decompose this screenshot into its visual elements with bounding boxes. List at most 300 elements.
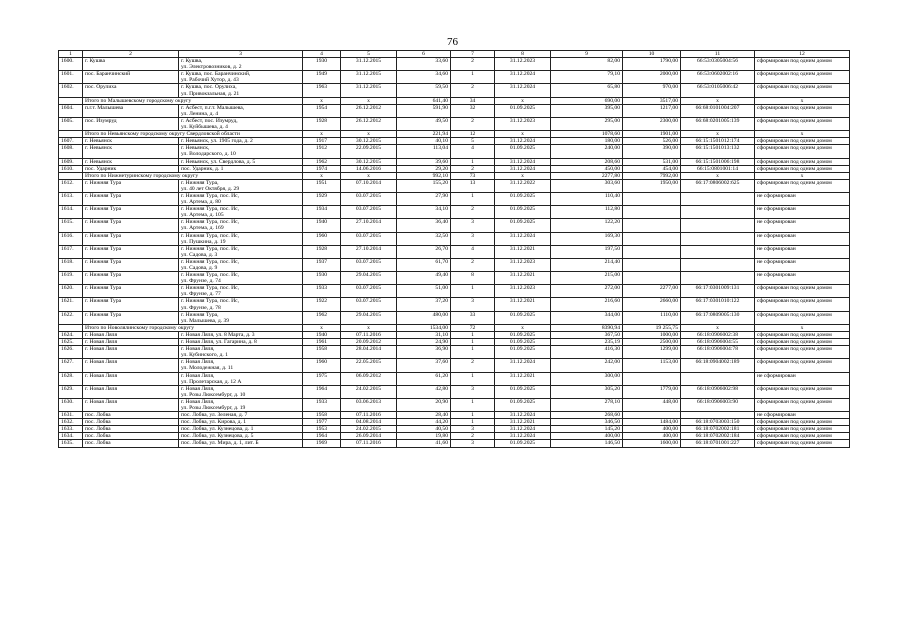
table-cell-col-8: 31.12.2024 bbox=[495, 426, 551, 433]
table-cell-col-3: г. Асбест, п.г.т. Малышева, ул. Ленина, д. 4 bbox=[179, 104, 303, 117]
table-cell-col-12: сформирован под одним домом bbox=[755, 433, 850, 440]
table-cell-col-9: 295,00 bbox=[551, 117, 623, 130]
table-row bbox=[59, 117, 850, 130]
subtotal-cell: x bbox=[303, 131, 341, 138]
subtotal-cell: 1534,00 bbox=[397, 324, 451, 331]
table-cell-col-10: 2660,00 bbox=[623, 298, 681, 311]
table-row bbox=[59, 158, 850, 165]
table-cell-col-8: 01.09.2025 bbox=[495, 440, 551, 447]
table-cell-col-2: г. Невьянск bbox=[83, 145, 179, 158]
table-cell-col-10 bbox=[623, 372, 681, 385]
table-cell-col-10: 1110,00 bbox=[623, 311, 681, 324]
table-cell-col-1: 1630. bbox=[59, 398, 83, 411]
table-cell-col-8: 31.12.2021 bbox=[495, 372, 551, 385]
table-cell-col-11 bbox=[681, 272, 755, 285]
table-cell-col-5: 31.12.2015 bbox=[341, 84, 397, 97]
table-cell-col-3: г. Кушва, пос. Орулиха, ул. Привокзальная, д. 21 bbox=[179, 84, 303, 97]
table-cell-col-1: 1624. bbox=[59, 331, 83, 338]
table-cell-col-5: 27.10.2014 bbox=[341, 219, 397, 232]
table-cell-col-4: 1969 bbox=[303, 440, 341, 447]
table-cell-col-6: 36,40 bbox=[397, 219, 451, 232]
subtotal-cell: 34 bbox=[451, 97, 495, 104]
table-cell-col-5: 03.07.2015 bbox=[341, 298, 397, 311]
table-row bbox=[59, 272, 850, 285]
table-cell-col-3: г. Невьянск, ул. Володарского, д. 10 bbox=[179, 145, 303, 158]
table-cell-col-4: 1934 bbox=[303, 206, 341, 219]
table-cell-col-3: г. Новая Ляля, ул. Розы Люксембург, д. 19 bbox=[179, 398, 303, 411]
subtotal-cell: 12 bbox=[451, 131, 495, 138]
table-cell-col-7: 3 bbox=[451, 440, 495, 447]
table-cell-col-1: 1605. bbox=[59, 117, 83, 130]
table-cell-col-9: 215,00 bbox=[551, 272, 623, 285]
table-cell-col-7: 1 bbox=[451, 372, 495, 385]
table-row bbox=[59, 71, 850, 84]
table-cell-col-12: сформирован под одним домом bbox=[755, 440, 850, 447]
subtotal-cell: x bbox=[681, 324, 755, 331]
table-cell-col-9: 268,60 bbox=[551, 412, 623, 419]
table-cell-col-10: 400,00 bbox=[623, 426, 681, 433]
table-cell-col-12: сформирован под одним домом bbox=[755, 84, 850, 97]
table-cell-col-4: 1954 bbox=[303, 104, 341, 117]
table-cell-col-6: 155,20 bbox=[397, 179, 451, 192]
table-cell-col-7: 1 bbox=[451, 331, 495, 338]
page-number: 76 bbox=[447, 36, 458, 48]
table-cell-col-4: 1940 bbox=[303, 219, 341, 232]
table-cell-col-5: 03.07.2015 bbox=[341, 232, 397, 245]
table-cell-col-11: 66:18:0701001:227 bbox=[681, 440, 755, 447]
table-cell-col-5: 30.12.2015 bbox=[341, 138, 397, 145]
table-cell-col-4: 1975 bbox=[303, 372, 341, 385]
table-cell-col-11: 66:17:0301009:131 bbox=[681, 285, 755, 298]
subtotal-cell: 992,10 bbox=[397, 172, 451, 179]
table-cell-col-1: 1631. bbox=[59, 412, 83, 419]
table-cell-col-12: сформирован под одним домом bbox=[755, 298, 850, 311]
table-cell-col-2: г. Новая Ляля bbox=[83, 339, 179, 346]
table-cell-col-5: 30.12.2015 bbox=[341, 158, 397, 165]
table-cell-col-2: г. Нижняя Тура bbox=[83, 232, 179, 245]
table-cell-col-9: 303,60 bbox=[551, 179, 623, 192]
subtotal-cell: x bbox=[495, 97, 551, 104]
table-cell-col-3: г. Нижняя Тура, пос. Ис, ул. Садова, д. 3 bbox=[179, 245, 303, 258]
table-cell-col-3: пос. Лобва, ул. Зеленая, д. 7 bbox=[179, 412, 303, 419]
table-cell-col-2: пос. Лобва bbox=[83, 412, 179, 419]
table-cell-col-10: 1484,00 bbox=[623, 419, 681, 426]
table-cell-col-6: 29,20 bbox=[397, 165, 451, 172]
table-cell-col-3: г. Асбест, пос. Изумруд, ул. Куйбышева, д. 4 bbox=[179, 117, 303, 130]
table-cell-col-2: г. Новая Ляля bbox=[83, 398, 179, 411]
column-number-5: 5 bbox=[341, 51, 397, 58]
table-cell-col-3: г. Нижняя Тура, пос. Ис, ул. Артема, д. 105 bbox=[179, 206, 303, 219]
table-cell-col-1: 1628. bbox=[59, 372, 83, 385]
table-cell-col-2: г. Нижняя Тура bbox=[83, 298, 179, 311]
table-row bbox=[59, 84, 850, 97]
table-cell-col-9: 235,19 bbox=[551, 339, 623, 346]
table-cell-col-5: 03.06.2013 bbox=[341, 398, 397, 411]
table-cell-col-3: г. Нижняя Тура, пос. Ис, ул. Артема, д. 80 bbox=[179, 192, 303, 205]
table-cell-col-5: 24.02.2015 bbox=[341, 426, 397, 433]
table-cell-col-10: 1299,00 bbox=[623, 346, 681, 359]
table-cell-col-10 bbox=[623, 272, 681, 285]
table-cell-col-8: 31.12.2023 bbox=[495, 117, 551, 130]
subtotal-cell: 19 255,75 bbox=[623, 324, 681, 331]
table-cell-col-6: 61,70 bbox=[397, 258, 451, 271]
table-cell-col-11 bbox=[681, 245, 755, 258]
table-cell-col-8: 01.09.2025 bbox=[495, 206, 551, 219]
table-cell-col-3: г. Нижняя Тура, пос. Ис, ул. Фрунзе, д. 77 bbox=[179, 285, 303, 298]
table-cell-col-11: 66:18:0702002:184 bbox=[681, 433, 755, 440]
table-row bbox=[59, 339, 850, 346]
table-cell-col-6: 59,50 bbox=[397, 84, 451, 97]
table-cell-col-9: 344,00 bbox=[551, 311, 623, 324]
subtotal-cell: x bbox=[755, 172, 850, 179]
table-cell-col-3: г. Нижняя Тура, пос. Ис, ул. Пушкина, д. 19 bbox=[179, 232, 303, 245]
column-number-3: 3 bbox=[179, 51, 303, 58]
table-cell-col-6: 49,50 bbox=[397, 117, 451, 130]
table-row bbox=[59, 179, 850, 192]
table-cell-col-2: г. Новая Ляля bbox=[83, 359, 179, 372]
table-cell-col-6: 40,50 bbox=[397, 426, 451, 433]
subtotal-cell: x bbox=[495, 172, 551, 179]
table-cell-col-1: 1620. bbox=[59, 285, 83, 298]
table-cell-col-9: 450,00 bbox=[551, 165, 623, 172]
table-cell-col-4: 1958 bbox=[303, 412, 341, 419]
table-cell-col-11: 66:17:0809005:130 bbox=[681, 311, 755, 324]
table-cell-col-2: г. Невьянск bbox=[83, 158, 179, 165]
table-cell-col-10 bbox=[623, 219, 681, 232]
table-cell-col-9: 79,10 bbox=[551, 71, 623, 84]
table-cell-col-8: 31.12.2023 bbox=[495, 258, 551, 271]
table-cell-col-12: не сформирован bbox=[755, 258, 850, 271]
table-cell-col-4: 1933 bbox=[303, 398, 341, 411]
table-cell-col-3: г. Нижняя Тура, пос. Ис, ул. Артема, д. 169 bbox=[179, 219, 303, 232]
table-cell-col-9: 112,80 bbox=[551, 206, 623, 219]
table-cell-col-4: 1928 bbox=[303, 117, 341, 130]
table-cell-col-1: 1612. bbox=[59, 179, 83, 192]
subtotal-cell: 641,40 bbox=[397, 97, 451, 104]
table-cell-col-4: 1912 bbox=[303, 145, 341, 158]
table-cell-col-1: 1614. bbox=[59, 206, 83, 219]
table-cell-col-1: 1622. bbox=[59, 311, 83, 324]
table-cell-col-10: 1779,00 bbox=[623, 385, 681, 398]
table-cell-col-11: 66:18:0904002:189 bbox=[681, 359, 755, 372]
table-cell-col-5: 31.12.2015 bbox=[341, 58, 397, 71]
table-cell-col-6: 24,90 bbox=[397, 339, 451, 346]
table-cell-col-1: 1635. bbox=[59, 440, 83, 447]
table-cell-col-9: 82,00 bbox=[551, 58, 623, 71]
table-row bbox=[59, 245, 850, 258]
table-cell-col-7: 33 bbox=[451, 311, 495, 324]
table-cell-col-10: 526,00 bbox=[623, 138, 681, 145]
table-row bbox=[59, 145, 850, 158]
table-row bbox=[59, 165, 850, 172]
row-number-cell bbox=[59, 172, 83, 179]
table-cell-col-12: сформирован под одним домом bbox=[755, 385, 850, 398]
table-cell-col-12: сформирован под одним домом bbox=[755, 419, 850, 426]
column-number-12: 12 bbox=[755, 51, 850, 58]
table-cell-col-11 bbox=[681, 192, 755, 205]
table-cell-col-4: 1917 bbox=[303, 138, 341, 145]
table-cell-col-10: 448,00 bbox=[623, 398, 681, 411]
table-cell-col-10: 2277,00 bbox=[623, 285, 681, 298]
table-cell-col-7: 1 bbox=[451, 192, 495, 205]
table-row bbox=[59, 419, 850, 426]
table-cell-col-5: 26.09.2014 bbox=[341, 433, 397, 440]
table-cell-col-10 bbox=[623, 232, 681, 245]
table-cell-col-2: г. Нижняя Тура bbox=[83, 206, 179, 219]
table-cell-col-11 bbox=[681, 219, 755, 232]
table-cell-col-5: 29.04.2015 bbox=[341, 272, 397, 285]
table-cell-col-1: 1619. bbox=[59, 272, 83, 285]
table-cell-col-10: 390,00 bbox=[623, 145, 681, 158]
table-cell-col-6: 37,60 bbox=[397, 359, 451, 372]
table-cell-col-10: 1790,00 bbox=[623, 58, 681, 71]
table-cell-col-8: 31.12.2021 bbox=[495, 298, 551, 311]
table-cell-col-5: 20.09.2012 bbox=[341, 339, 397, 346]
table-cell-col-4: 1953 bbox=[303, 426, 341, 433]
table-cell-col-3: г. Нижняя Тура, ул. 40 лет Октября, д. 29 bbox=[179, 179, 303, 192]
table-cell-col-2: пос. Лобва bbox=[83, 419, 179, 426]
table-cell-col-3: г. Невьянск, ул. Свердлова, д. 5 bbox=[179, 158, 303, 165]
housing-register-table bbox=[58, 50, 850, 448]
table-cell-col-2: пос. Лобва bbox=[83, 440, 179, 447]
table-cell-col-6: 36,90 bbox=[397, 346, 451, 359]
table-cell-col-8: 31.12.2024 bbox=[495, 158, 551, 165]
subtotal-cell: x bbox=[681, 97, 755, 104]
table-cell-col-5: 03.07.2015 bbox=[341, 192, 397, 205]
table-cell-col-4: 1933 bbox=[303, 285, 341, 298]
table-cell-col-11: 66:18:0702002:181 bbox=[681, 426, 755, 433]
table-cell-col-9: 110,40 bbox=[551, 192, 623, 205]
table-cell-col-2: пос. Ударник bbox=[83, 165, 179, 172]
table-cell-col-2: г. Нижняя Тура bbox=[83, 258, 179, 271]
table-cell-col-7: 1 bbox=[451, 158, 495, 165]
table-row bbox=[59, 359, 850, 372]
table-cell-col-12: сформирован под одним домом bbox=[755, 339, 850, 346]
table-cell-col-2: пос. Лобва bbox=[83, 433, 179, 440]
table-cell-col-9: 240,00 bbox=[551, 145, 623, 158]
table-cell-col-5: 31.12.2015 bbox=[341, 71, 397, 84]
table-cell-col-9: 305,20 bbox=[551, 385, 623, 398]
table-cell-col-2: пос. Баранчинский bbox=[83, 71, 179, 84]
table-cell-col-2: г. Новая Ляля bbox=[83, 331, 179, 338]
table-cell-col-12: сформирован под одним домом bbox=[755, 138, 850, 145]
table-cell-col-12: сформирован под одним домом bbox=[755, 158, 850, 165]
table-cell-col-2: г. Нижняя Тура bbox=[83, 192, 179, 205]
table-cell-col-5: 24.02.2015 bbox=[341, 385, 397, 398]
table-cell-col-12: не сформирован bbox=[755, 272, 850, 285]
column-number-8: 8 bbox=[495, 51, 551, 58]
table-cell-col-2: г. Нижняя Тура bbox=[83, 179, 179, 192]
table-cell-col-12: сформирован под одним домом bbox=[755, 359, 850, 372]
table-cell-col-7: 2 bbox=[451, 84, 495, 97]
table-cell-col-11: 66:15:1501013:132 bbox=[681, 145, 755, 158]
table-cell-col-6: 51,00 bbox=[397, 285, 451, 298]
table-cell-col-7: 2 bbox=[451, 258, 495, 271]
subtotal-row bbox=[59, 97, 850, 104]
table-cell-col-5: 07.11.2016 bbox=[341, 440, 397, 447]
table-cell-col-6: 113,04 bbox=[397, 145, 451, 158]
table-cell-col-10: 531,00 bbox=[623, 158, 681, 165]
subtotal-cell: 690,00 bbox=[551, 97, 623, 104]
table-cell-col-12: сформирован под одним домом bbox=[755, 426, 850, 433]
table-cell-col-4: 1929 bbox=[303, 192, 341, 205]
table-cell-col-12: сформирован под одним домом bbox=[755, 145, 850, 158]
table-cell-col-4: 1977 bbox=[303, 419, 341, 426]
table-cell-col-9: 367,50 bbox=[551, 331, 623, 338]
table-cell-col-6: 41,60 bbox=[397, 440, 451, 447]
table-cell-col-10: 2500,00 bbox=[623, 339, 681, 346]
table-row bbox=[59, 440, 850, 447]
subtotal-cell: x bbox=[341, 97, 397, 104]
table-cell-col-12: сформирован под одним домом bbox=[755, 179, 850, 192]
table-cell-col-8: 31.12.2023 bbox=[495, 58, 551, 71]
table-cell-col-11 bbox=[681, 372, 755, 385]
table-cell-col-10: 1153,00 bbox=[623, 359, 681, 372]
row-number-cell bbox=[59, 324, 83, 331]
table-cell-col-4: 1964 bbox=[303, 385, 341, 398]
subtotal-cell: 3517,00 bbox=[623, 97, 681, 104]
table-cell-col-3: г. Новая Ляля, ул. Молодежная, д. 11 bbox=[179, 359, 303, 372]
table-cell-col-5: 29.04.2015 bbox=[341, 311, 397, 324]
table-cell-col-1: 1608. bbox=[59, 145, 83, 158]
table-row bbox=[59, 426, 850, 433]
table-cell-col-7: 1 bbox=[451, 285, 495, 298]
table-cell-col-8: 31.12.2024 bbox=[495, 165, 551, 172]
table-cell-col-1: 1625. bbox=[59, 339, 83, 346]
table-row bbox=[59, 258, 850, 271]
subtotal-row bbox=[59, 324, 850, 331]
table-cell-col-7: 2 bbox=[451, 165, 495, 172]
table-cell-col-8: 01.09.2025 bbox=[495, 331, 551, 338]
table-cell-col-11: 66:17:0301010:122 bbox=[681, 298, 755, 311]
table-cell-col-4: 1949 bbox=[303, 71, 341, 84]
table-cell-col-8: 31.12.2021 bbox=[495, 272, 551, 285]
table-cell-col-6: 480,00 bbox=[397, 311, 451, 324]
subtotal-cell: 1901,00 bbox=[623, 131, 681, 138]
table-cell-col-2: г. Нижняя Тура bbox=[83, 285, 179, 298]
table-cell-col-11: 66:53:0105006:42 bbox=[681, 84, 755, 97]
table-cell-col-5: 06.09.2012 bbox=[341, 372, 397, 385]
table-cell-col-6: 37,20 bbox=[397, 298, 451, 311]
table-cell-col-11 bbox=[681, 232, 755, 245]
subtotal-cell: x bbox=[303, 97, 341, 104]
table-cell-col-1: 1604. bbox=[59, 104, 83, 117]
table-cell-col-7: 1 bbox=[451, 346, 495, 359]
table-cell-col-7: 1 bbox=[451, 398, 495, 411]
table-row bbox=[59, 192, 850, 205]
table-cell-col-8: 01.09.2025 bbox=[495, 219, 551, 232]
table-cell-col-8: 01.09.2025 bbox=[495, 346, 551, 359]
table-row bbox=[59, 398, 850, 411]
table-row bbox=[59, 104, 850, 117]
table-cell-col-6: 32,50 bbox=[397, 232, 451, 245]
subtotal-label: Итого по Малышевскому городскому округу bbox=[83, 97, 303, 104]
subtotal-cell: 221,94 bbox=[397, 131, 451, 138]
table-cell-col-12: не сформирован bbox=[755, 219, 850, 232]
table-cell-col-9: 122,20 bbox=[551, 219, 623, 232]
subtotal-label: Итого по Нижнетуринскому городскому округу bbox=[83, 172, 303, 179]
column-number-2: 2 bbox=[83, 51, 179, 58]
subtotal-cell: x bbox=[341, 172, 397, 179]
subtotal-label: Итого по Невьянскому городскому округу Свердловской области bbox=[83, 131, 303, 138]
table-cell-col-5: 07.11.2016 bbox=[341, 331, 397, 338]
table-cell-col-7: 13 bbox=[451, 179, 495, 192]
table-cell-col-2: г. Кушва bbox=[83, 58, 179, 71]
table-cell-col-7: 2 bbox=[451, 58, 495, 71]
table-cell-col-3: г. Новая Ляля, ул. Кубинского, д. 1 bbox=[179, 346, 303, 359]
table-cell-col-7: 4 bbox=[451, 145, 495, 158]
table-row bbox=[59, 346, 850, 359]
table-cell-col-1: 1610. bbox=[59, 165, 83, 172]
table-cell-col-12: не сформирован bbox=[755, 245, 850, 258]
table-cell-col-12: не сформирован bbox=[755, 206, 850, 219]
table-cell-col-5: 28.04.2014 bbox=[341, 346, 397, 359]
table-cell-col-2: г. Невьянск bbox=[83, 138, 179, 145]
table-row bbox=[59, 412, 850, 419]
table-cell-col-3: г. Нижняя Тура, пос. Ис, ул. Фрунзе, д. 78 bbox=[179, 298, 303, 311]
table-cell-col-10 bbox=[623, 192, 681, 205]
table-cell-col-7: 5 bbox=[451, 138, 495, 145]
table-cell-col-12: не сформирован bbox=[755, 232, 850, 245]
table-cell-col-6: 34,60 bbox=[397, 71, 451, 84]
table-cell-col-3: г. Новая Ляля, ул. Розы Люксембург, д. 10 bbox=[179, 385, 303, 398]
subtotal-cell: 73 bbox=[451, 172, 495, 179]
table-cell-col-5: 26.12.2012 bbox=[341, 104, 397, 117]
table-cell-col-8: 31.12.2024 bbox=[495, 412, 551, 419]
table-header-row bbox=[59, 51, 850, 58]
table-cell-col-11: 66:53:0602002:16 bbox=[681, 71, 755, 84]
table-cell-col-12: сформирован под одним домом bbox=[755, 58, 850, 71]
column-number-11: 11 bbox=[681, 51, 755, 58]
table-cell-col-11: 66:18:0906004:55 bbox=[681, 339, 755, 346]
table-cell-col-5: 03.07.2015 bbox=[341, 285, 397, 298]
table-cell-col-4: 1930 bbox=[303, 272, 341, 285]
table-cell-col-6: 61,20 bbox=[397, 372, 451, 385]
table-cell-col-4: 1922 bbox=[303, 298, 341, 311]
table-cell-col-4: 1963 bbox=[303, 84, 341, 97]
table-cell-col-9: 65,80 bbox=[551, 84, 623, 97]
table-cell-col-5: 07.11.2016 bbox=[341, 412, 397, 419]
column-number-4: 4 bbox=[303, 51, 341, 58]
table-cell-col-4: 1958 bbox=[303, 346, 341, 359]
table-cell-col-1: 1617. bbox=[59, 245, 83, 258]
table-cell-col-4: 1961 bbox=[303, 339, 341, 346]
table-cell-col-8: 01.09.2025 bbox=[495, 339, 551, 346]
subtotal-cell: x bbox=[341, 131, 397, 138]
table-cell-col-10: 1000,00 bbox=[623, 331, 681, 338]
table-cell-col-4: 1960 bbox=[303, 232, 341, 245]
table-cell-col-7: 1 bbox=[451, 419, 495, 426]
table-cell-col-11: 66:68:0101004:207 bbox=[681, 104, 755, 117]
table-cell-col-9: 242,00 bbox=[551, 359, 623, 372]
table-cell-col-12: сформирован под одним домом bbox=[755, 346, 850, 359]
table-cell-col-8: 01.09.2025 bbox=[495, 385, 551, 398]
table-row bbox=[59, 331, 850, 338]
table-row bbox=[59, 138, 850, 145]
table-cell-col-11: 66:15:0801001:14 bbox=[681, 165, 755, 172]
table-cell-col-8: 31.12.2024 bbox=[495, 84, 551, 97]
table-cell-col-9: 278,10 bbox=[551, 398, 623, 411]
table-cell-col-4: 1928 bbox=[303, 245, 341, 258]
table-cell-col-1: 1600. bbox=[59, 58, 83, 71]
table-cell-col-6: 49,40 bbox=[397, 272, 451, 285]
table-cell-col-5: 04.08.2014 bbox=[341, 419, 397, 426]
table-cell-col-3: г. Нижняя Тура, пос. Ис, ул. Садова, д. 9 bbox=[179, 258, 303, 271]
table-cell-col-4: 1964 bbox=[303, 433, 341, 440]
subtotal-cell: x bbox=[681, 172, 755, 179]
table-cell-col-9: 400,00 bbox=[551, 433, 623, 440]
table-cell-col-7: 8 bbox=[451, 272, 495, 285]
